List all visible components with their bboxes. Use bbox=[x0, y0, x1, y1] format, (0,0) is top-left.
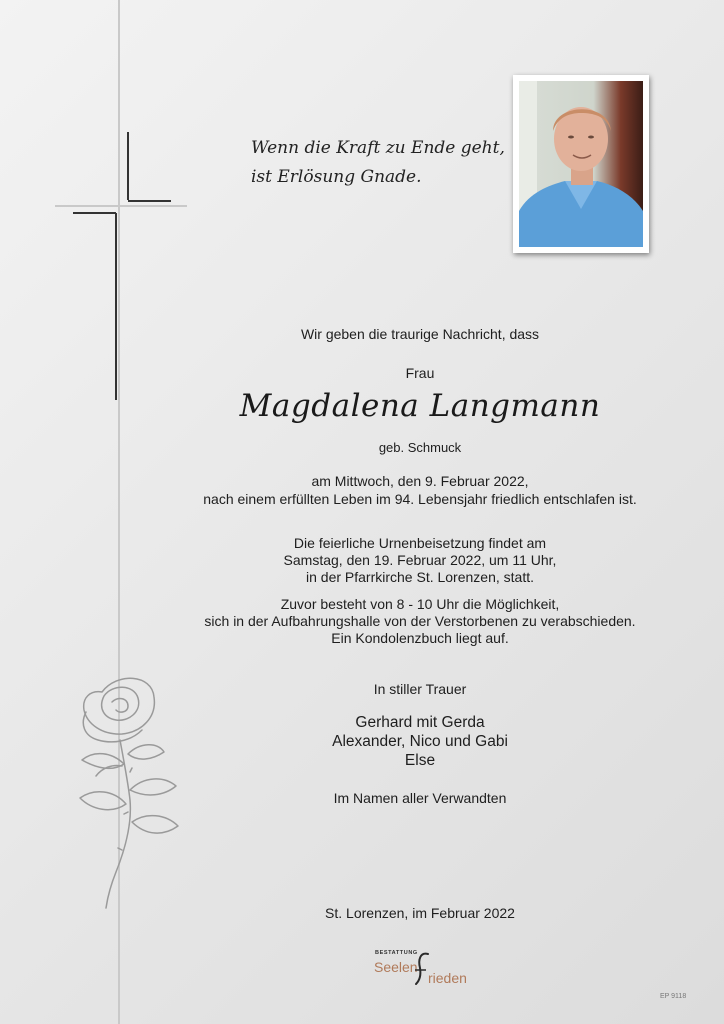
mourner-line-3: Else bbox=[404, 752, 436, 769]
mourning-heading: In stiller Trauer bbox=[373, 681, 467, 697]
mourner-line-1: Gerhard mit Gerda bbox=[355, 714, 485, 731]
quote-line-2: ist Erlösung Gnade. bbox=[251, 167, 422, 187]
logo-word-1: Seelen bbox=[374, 959, 418, 975]
viewing-line-2: sich in der Aufbahrungshalle von der Verstorbenen zu verabschieden. bbox=[204, 613, 636, 629]
salutation: Frau bbox=[405, 365, 435, 381]
document-code: EP 9118 bbox=[660, 993, 687, 1000]
intro-text: Wir geben die traurige Nachricht, dass bbox=[300, 326, 540, 342]
deceased-name: Magdalena Langmann bbox=[239, 388, 601, 424]
viewing-line-3: Ein Kondolenzbuch liegt auf. bbox=[331, 630, 509, 646]
logo-word-2: rieden bbox=[428, 970, 467, 986]
ceremony-line-3: in der Pfarrkirche St. Lorenzen, statt. bbox=[306, 569, 534, 585]
ceremony-line-2: Samstag, den 19. Februar 2022, um 11 Uhr, bbox=[283, 552, 557, 568]
funeral-home-logo bbox=[372, 950, 472, 990]
death-circumstance: nach einem erfüllten Leben im 94. Lebensjahr friedlich entschlafen ist. bbox=[203, 491, 637, 507]
portrait-photo bbox=[519, 81, 643, 247]
logo-label: BESTATTUNG bbox=[375, 950, 418, 956]
viewing-line-1: Zuvor besteht von 8 - 10 Uhr die Möglichkeit, bbox=[280, 596, 560, 612]
maiden-name: geb. Schmuck bbox=[378, 440, 462, 455]
ceremony-line-1: Die feierliche Urnenbeisetzung findet am bbox=[293, 535, 547, 551]
place-date: St. Lorenzen, im Februar 2022 bbox=[325, 905, 515, 921]
relatives-line: Im Namen aller Verwandten bbox=[333, 790, 507, 806]
quote-line-1: Wenn die Kraft zu Ende geht, bbox=[251, 138, 505, 158]
mourner-line-2: Alexander, Nico und Gabi bbox=[332, 733, 508, 750]
death-date: am Mittwoch, den 9. Februar 2022, bbox=[311, 473, 529, 489]
cross-icon bbox=[70, 130, 180, 402]
portrait-photo-frame bbox=[513, 75, 649, 253]
quote bbox=[251, 134, 505, 192]
